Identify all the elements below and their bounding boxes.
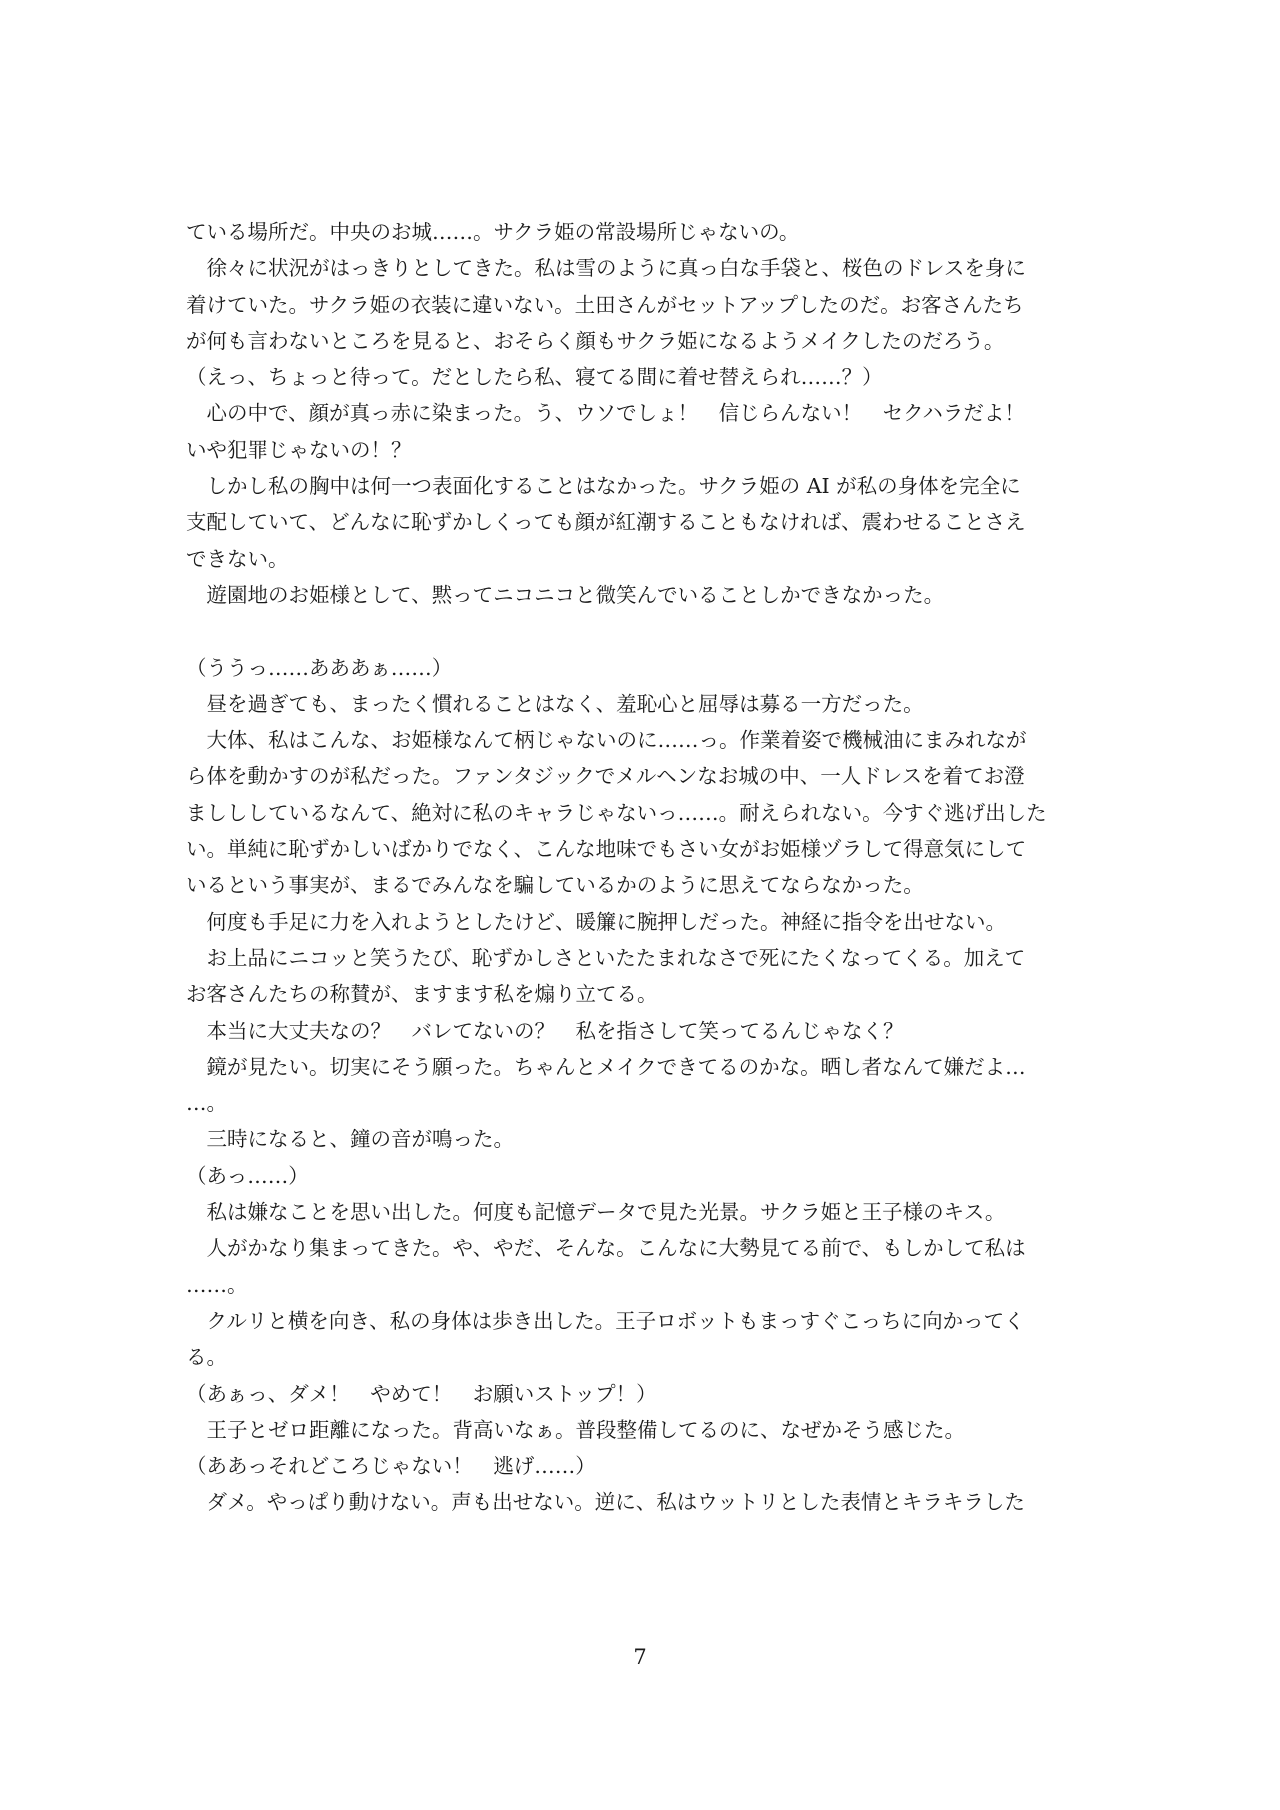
text-line: 私は嫌なことを思い出した。何度も記憶データで見た光景。サクラ姫と王子様のキス。 <box>186 1200 1006 1225</box>
text-line: 昼を過ぎても、まったく慣れることはなく、羞恥心と屈辱は募る一方だった。 <box>186 691 924 716</box>
text-line: （ううっ……あああぁ……） <box>186 655 453 680</box>
text-line: が何も言わないところを見ると、おそらく顔もサクラ姫になるようメイクしたのだろう。 <box>186 328 1005 353</box>
text-line: 鏡が見たい。切実にそう願った。ちゃんとメイクできてるのかな。晒し者なんて嫌だよ… <box>186 1054 1026 1079</box>
text-line: 遊園地のお姫様として、黙ってニコニコと微笑んでいることしかできなかった。 <box>186 582 945 607</box>
text-line: 徐々に状況がはっきりとしてきた。私は雪のように真っ白な手袋と、桜色のドレスを身に <box>186 256 1026 281</box>
text-line: お客さんたちの称賛が、ますます私を煽り立てる。 <box>186 982 658 1007</box>
text-line: いるという事実が、まるでみんなを騙しているかのように思えてならなかった。 <box>186 873 924 898</box>
text-line: （えっ、ちょっと待って。だとしたら私、寝てる間に着せ替えられ……？） <box>186 365 883 390</box>
text-line: 人がかなり集まってきた。や、やだ、そんな。こんなに大勢見てる前で、もしかして私は <box>186 1236 1026 1261</box>
text-line: 大体、私はこんな、お姫様なんて柄じゃないのに……っ。作業着姿で機械油にまみれなが <box>186 728 1027 753</box>
text-line: ましししているなんて、絶対に私のキャラじゃないっ……。耐えられない。今すぐ逃げ出した <box>186 800 1047 825</box>
text-line: （あっ……） <box>186 1163 309 1188</box>
text-line: 支配していて、どんなに恥ずかしくっても顔が紅潮することもなければ、震わせることさえ <box>186 510 1026 535</box>
page-number: 7 <box>633 1645 647 1669</box>
text-line: …。 <box>186 1091 227 1116</box>
text-line: ダメ。やっぱり動けない。声も出せない。逆に、私はウットリとした表情とキラキラした <box>186 1490 1025 1515</box>
text-line: 本当に大丈夫なの？ バレてないの？ 私を指さして笑ってるんじゃなく？ <box>186 1018 904 1043</box>
text-line: しかし私の胸中は何一つ表面化することはなかった。サクラ姫の AI が私の身体を完全に <box>186 474 1021 499</box>
text-line: 三時になると、鐘の音が鳴った。 <box>186 1127 514 1152</box>
text-line: ら体を動かすのが私だった。ファンタジックでメルヘンなお城の中、一人ドレスを着てお澄 <box>186 764 1025 789</box>
text-line: 何度も手足に力を入れようとしたけど、暖簾に腕押しだった。神経に指令を出せない。 <box>186 909 1006 934</box>
text-line: 王子とゼロ距離になった。背高いなぁ。普段整備してるのに、なぜかそう感じた。 <box>186 1417 965 1442</box>
text-line: 着けていた。サクラ姫の衣装に違いない。土田さんがセットアップしたのだ。お客さんたち <box>186 292 1024 317</box>
text-line: ている場所だ。中央のお城……。サクラ姫の常設場所じゃないの。 <box>186 220 800 244</box>
text-line: お上品にニコッと笑うたび、恥ずかしさといたたまれなさで死にたくなってくる。加えて <box>186 945 1026 970</box>
body-text <box>186 214 1096 1521</box>
text-line: クルリと横を向き、私の身体は歩き出した。王子ロボットもまっすぐこっちに向かってく <box>186 1308 1025 1333</box>
text-line: ……。 <box>186 1272 248 1297</box>
text-line: 心の中で、顔が真っ赤に染まった。う、ウソでしょ！ 信じらんない！ セクハラだよ！ <box>186 401 1025 426</box>
text-line: いや犯罪じゃないの！？ <box>186 437 412 462</box>
text-line: い。単純に恥ずかしいばかりでなく、こんな地味でもさい女がお姫様ヅラして得意気にして <box>186 837 1027 862</box>
text-line: （あぁっ、ダメ！ やめて！ お願いストップ！） <box>186 1381 657 1406</box>
blank-line <box>186 613 1096 649</box>
text-line: る。 <box>186 1345 227 1370</box>
text-line: （ああっそれどころじゃない！ 逃げ……） <box>186 1454 596 1479</box>
text-line: できない。 <box>186 546 289 571</box>
